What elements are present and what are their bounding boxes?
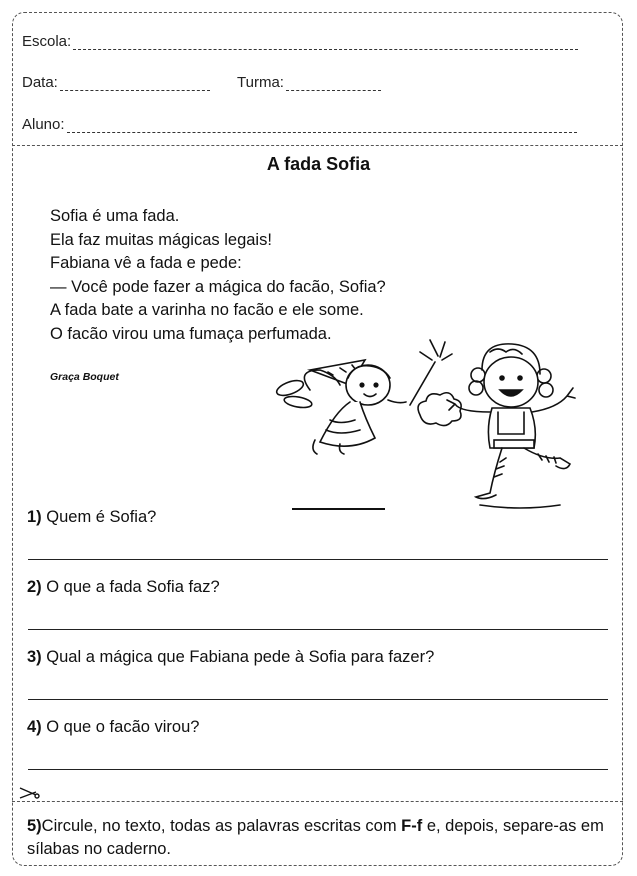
answer-line-1[interactable] [28, 559, 608, 560]
answer-line-4[interactable] [28, 769, 608, 770]
escola-label: Escola: [22, 33, 72, 50]
header-divider [12, 145, 623, 146]
question-text: Qual a mágica que Fabiana pede à Sofia para fazer? [46, 648, 435, 666]
question-text: Quem é Sofia? [46, 508, 157, 526]
question-text: O que a fada Sofia faz? [46, 578, 220, 596]
aluno-label: Aluno: [22, 116, 65, 133]
turma-field[interactable] [237, 74, 381, 91]
answer-line-2[interactable] [28, 629, 608, 630]
question-number: 3) [27, 648, 42, 666]
question-1 [27, 508, 156, 527]
question-text: Circule, no texto, todas as palavras escritas com [41, 817, 402, 835]
question-2 [27, 578, 220, 597]
story-line: Fabiana vê a fada e pede: [50, 254, 242, 272]
question-number: 2) [27, 578, 42, 596]
story-line: Ela faz muitas mágicas legais! [50, 230, 272, 249]
author-credit: Graça Boquet [50, 371, 119, 383]
story-line: Sofia é uma fada. [50, 207, 180, 225]
question-highlight: F-f [401, 817, 423, 835]
escola-line[interactable] [73, 37, 578, 50]
data-line[interactable] [60, 78, 210, 91]
data-field[interactable] [22, 74, 210, 91]
fairy-shadow [290, 505, 390, 513]
cut-line [12, 801, 623, 802]
story-text [50, 205, 386, 346]
question-5 [27, 815, 617, 861]
question-number: 5) [27, 817, 42, 835]
question-4 [27, 718, 199, 737]
story-line: A fada bate a varinha no facão e ele some. [50, 301, 364, 319]
data-label: Data: [22, 74, 58, 91]
aluno-line[interactable] [67, 120, 577, 133]
scissors-icon [18, 786, 40, 800]
question-number: 4) [27, 718, 42, 736]
turma-label: Turma: [237, 74, 284, 91]
answer-line-3[interactable] [28, 699, 608, 700]
question-3 [27, 648, 434, 667]
page-title: A fada Sofia [266, 154, 371, 174]
question-number: 1) [27, 508, 42, 526]
question-text: O que o facão virou? [46, 718, 200, 736]
turma-line[interactable] [286, 78, 381, 91]
question-text-end: e, depois, separe-as em sílabas no caderno. [27, 817, 604, 858]
escola-field[interactable] [22, 33, 578, 50]
aluno-field[interactable] [22, 116, 577, 133]
story-line: — Você pode fazer a mágica do facão, Sofia? [50, 277, 386, 296]
girl-illustration [440, 340, 590, 510]
story-line: O facão virou uma fumaça perfumada. [50, 324, 332, 343]
